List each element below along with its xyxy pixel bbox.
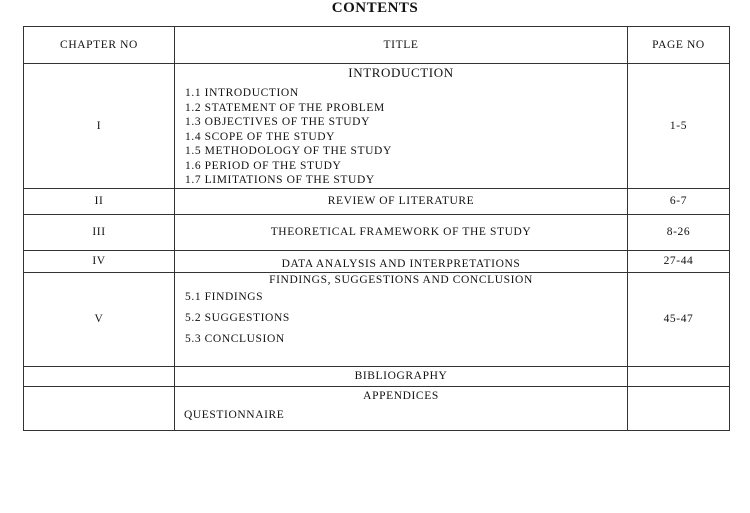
chapter-title: THEORETICAL FRAMEWORK OF THE STUDY: [270, 225, 532, 238]
chapter-no: II: [24, 188, 175, 214]
section-item: 5.2 SUGGESTIONS: [185, 312, 290, 324]
chapter-title: REVIEW OF LITERATURE: [175, 188, 628, 214]
section-item: 1.5 METHODOLOGY OF THE STUDY: [185, 145, 392, 157]
table-row: [24, 188, 730, 214]
table-row: [24, 366, 730, 386]
section-item: 1.6 PERIOD OF THE STUDY: [185, 159, 342, 172]
header-chapter-no: CHAPTER NO: [24, 27, 175, 64]
chapter-no: [24, 386, 175, 430]
page-range: [628, 386, 730, 430]
chapter-no: I: [24, 64, 175, 189]
section-item: 1.3 OBJECTIVES OF THE STUDY: [185, 116, 370, 128]
section-item: 5.1 FINDINGS: [185, 291, 264, 303]
header-page-no: PAGE NO: [628, 27, 730, 64]
section-item: 1.7 LIMITATIONS OF THE STUDY: [185, 174, 375, 186]
chapter-title: BIBLIOGRAPHY: [175, 366, 628, 386]
section-item: 5.3 CONCLUSION: [185, 333, 285, 345]
section-item: 1.1 INTRODUCTION: [185, 87, 299, 99]
chapter-title: DATA ANALYSIS AND INTERPRETATIONS: [175, 250, 628, 272]
chapter-title-cell: [175, 214, 628, 250]
chapter-title-cell: [175, 272, 628, 366]
table-row: [24, 272, 730, 366]
chapter-title-cell: [175, 386, 628, 430]
page-range: [628, 366, 730, 386]
table-row: [24, 64, 730, 189]
table-row: [24, 250, 730, 272]
chapter-heading: INTRODUCTION: [348, 65, 454, 80]
section-item: 1.2 STATEMENT OF THE PROBLEM: [185, 101, 385, 114]
table-row: [24, 214, 730, 250]
page-range: 8-26: [628, 214, 730, 250]
page-title: CONTENTS: [331, 0, 419, 16]
table-header-row: [24, 27, 730, 64]
chapter-heading: FINDINGS, SUGGESTIONS AND CONCLUSION: [269, 273, 533, 286]
section-item: 1.4 SCOPE OF THE STUDY: [185, 130, 336, 143]
page-range: 1-5: [628, 64, 730, 189]
chapter-no: V: [24, 272, 175, 366]
section-item: QUESTIONNAIRE: [184, 408, 285, 421]
chapter-heading: APPENDICES: [363, 389, 439, 402]
header-title: TITLE: [175, 27, 628, 64]
contents-table: [23, 26, 730, 431]
chapter-no: [24, 366, 175, 386]
chapter-title-cell: [175, 64, 628, 189]
page-range: 27-44: [628, 250, 730, 272]
table-row: [24, 386, 730, 430]
chapter-no: III: [24, 214, 175, 250]
page-range: 45-47: [628, 272, 730, 366]
page-range: 6-7: [628, 188, 730, 214]
chapter-no: IV: [24, 250, 175, 272]
